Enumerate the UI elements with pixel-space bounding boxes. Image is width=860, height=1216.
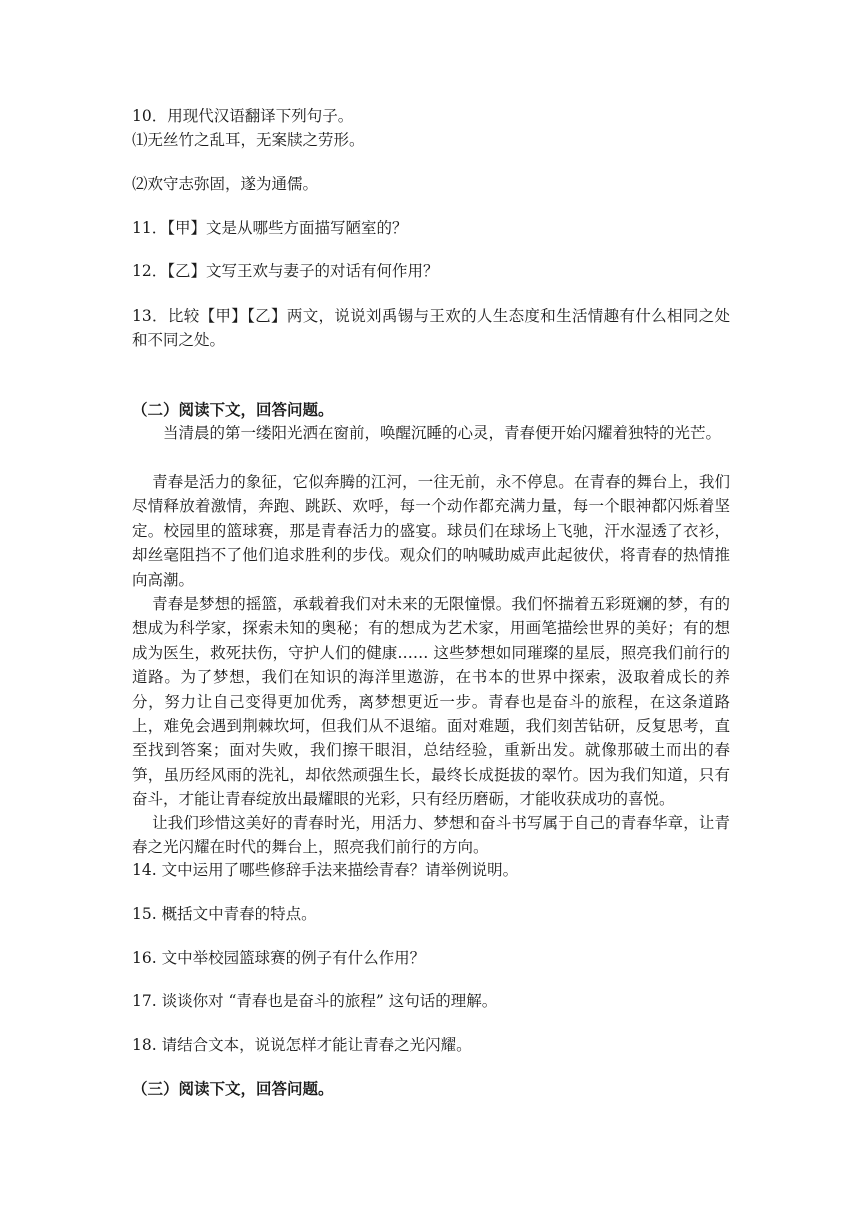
question-10-1: ⑴无丝竹之乱耳，无案牍之劳形。 bbox=[132, 131, 365, 149]
question-13: 13．比较【甲】【乙】两文，说说刘禹锡与王欢的人生态度和生活情趣有什么相同之处和不同之处。 bbox=[132, 307, 730, 350]
question-10: 10．用现代汉语翻译下列句子。 bbox=[132, 107, 354, 125]
article-paragraph-1: 当清晨的第一缕阳光洒在窗前，唤醒沉睡的心灵，青春便开始闪耀着独特的光芒。 bbox=[163, 424, 722, 442]
question-14: 14. 文中运用了哪些修辞手法来描绘青春？请举例说明。 bbox=[132, 861, 519, 879]
question-17: 17. 谈谈你对 “青春也是奋斗的旅程” 这句话的理解。 bbox=[132, 992, 498, 1010]
question-15: 15. 概括文中青春的特点。 bbox=[132, 905, 317, 923]
question-16: 16. 文中举校园篮球赛的例子有什么作用？ bbox=[132, 949, 426, 967]
question-11: 11．【甲】文是从哪些方面描写陋室的？ bbox=[132, 219, 408, 237]
article-paragraph-2: 青春是活力的象征，它似奔腾的江河，一往无前，永不停息。在青春的舞台上，我们尽情释放着激情，奔跑、跳跃、欢呼，每一个动作都充满力量，每一个眼神都闪烁着坚定。校园里的篮球赛，那是青春活力的盛宴。球员们在球场上飞驰，汗水湿透了衣衫，却丝毫阻挡不了他们追求胜利的步伐。观众们的呐喊助威声此起彼伏，将青春的热情推向高潮。 bbox=[132, 473, 730, 589]
question-12: 12．【乙】文写王欢与妻子的对话有何作用？ bbox=[132, 262, 439, 280]
section-2-heading: （二）阅读下文，回答问题。 bbox=[132, 400, 334, 419]
question-18: 18. 请结合文本，说说怎样才能让青春之光闪耀。 bbox=[132, 1036, 472, 1054]
question-10-2: ⑵欢守志弥固，遂为通儒。 bbox=[132, 175, 319, 193]
section-3-heading: （三）阅读下文，回答问题。 bbox=[132, 1079, 334, 1098]
article-paragraph-4: 让我们珍惜这美好的青春时光，用活力、梦想和奋斗书写属于自己的青春华章，让青春之光闪耀在时代的舞台上，照亮我们前行的方向。 bbox=[132, 814, 730, 857]
article-paragraph-3: 青春是梦想的摇篮，承载着我们对未来的无限憧憬。我们怀揣着五彩斑斓的梦，有的想成为科学家，探索未知的奥秘；有的想成为艺术家，用画笔描绘世界的美好；有的想成为医生，救死扶伤，守护人们的健康…… 这些梦想如同璀璨的星辰，照亮我们前行的道路。为了梦想，我们在知识的海洋里遨游，在书本的世界中探索，汲取着成长的养分，努力让自己变得更加优秀，离梦想更近一步。青春也是奋斗的旅程，在这条道路上，难免会遇到荆棘坎坷，但我们从不退缩。面对难题，我们刻苦钻研，反复思考，直至找到答案；面对失败，我们擦干眼泪，总结经验，重新出发。就像那破土而出的春笋，虽历经风雨的洗礼，却依然顽强生长，最终长成挺拔的翠竹。因为我们知道，只有奋斗，才能让青春绽放出最耀眼的光彩，只有经历磨砺，才能收获成功的喜悦。 bbox=[132, 595, 730, 809]
